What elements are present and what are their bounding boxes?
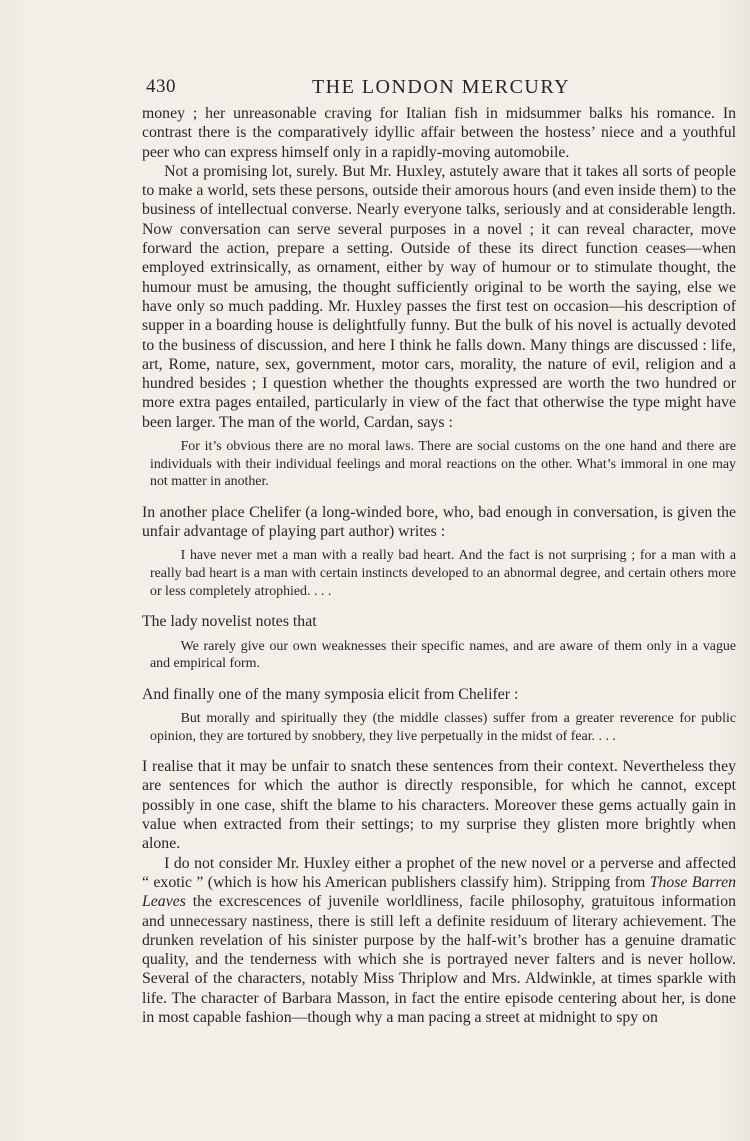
page-header — [146, 76, 736, 102]
book-title: Those Barren Leaves — [142, 873, 737, 911]
block-quote-1: For it’s obvious there are no moral laws. There are social customs on the one hand and there are individuals with their individual feelings and moral reactions on the other. What’s immoral in one may not matter in another. — [150, 439, 736, 490]
paragraph-7 — [142, 854, 736, 1028]
paragraph-5: And finally one of the many symposia elicit from Chelifer : — [142, 685, 519, 703]
running-title: THE LONDON MERCURY — [311, 76, 571, 98]
block-quote-3: We rarely give our own weaknesses their specific names, and are aware of them only in a vague and empirical form. — [150, 638, 736, 672]
block-quote-2: I have never met a man with a really bad heart. And the fact is not surprising ; for a man with a really bad heart is a man with certain instincts developed to an abnormal degree, and certain others more or less completely atrophied. . . . — [150, 548, 736, 599]
paragraph-1: money ; her unreasonable craving for Italian fish in midsummer balks his romance. In contrast there is the comparatively idyllic affair between the hostess’ niece and a youthful peer who can express himself only in a rapidly-moving automobile. — [142, 105, 736, 161]
paragraph-7-start: I do not consider Mr. Huxley either a prophet of the new novel or a perverse and affected “ exotic ” (which is how his American publishers classify him). Stripping from — [142, 854, 736, 891]
body-text — [142, 104, 736, 1027]
page-number: 430 — [146, 76, 176, 97]
paragraph-4: The lady novelist notes that — [142, 613, 317, 631]
paragraph-6: I realise that it may be unfair to snatch these sentences from their context. Nevertheless they are sentences for which the author is directly responsible, for which he cannot, except possibly in one case, shift the blame to his characters. Moreover these gems actually gain in value when extracted from their settings; to my surprise they glisten more brightly when alone. — [142, 758, 736, 853]
block-quote-4: But morally and spiritually they (the middle classes) suffer from a greater reverence for public opinion, they are tortured by snobbery, they live perpetually in the midst of fear. . . . — [150, 710, 736, 744]
paragraph-7-end: the excrescences of juvenile worldliness, facile philosophy, gratuitous information and unnecessary nastiness, there is still left a definite residuum of literary achievement. The drunken revelation of his sinister purpose by the half-wit’s brother has a genuine dramatic quality, and the tenderness with which she is portrayed never falters and is never hollow. Several of the characters, notably Miss Thriplow and Mrs. Aldwinkle, at times sparkle with life. The character of Barbara Masson, in fact the entire episode centering about her, is done in most capable fashion—though why a man pacing a street at midnight to spy on — [142, 893, 736, 1027]
paragraph-2: Not a promising lot, surely. But Mr. Huxley, astutely aware that it takes all sorts of people to make a world, sets these persons, outside their amorous hours (and even inside them) to the business of intellectual converse. Nearly everyone talks, seriously and at considerable length. Now conversation can serve several purposes in a novel ; it can reveal character, move forward the action, prepare a setting. Outside of these its direct function ceases—when employed extrinsically, as ornament, either by way of humour or to stimulate thought, the humour must be amusing, the thought sufficiently original to be worth the saying, else we have only so much padding. Mr. Huxley passes the first test on occasion—his description of supper in a boarding house is delightfully funny. But the bulk of his novel is actually devoted to the business of discussion, and here I think he falls down. Many things are discussed : life, art, Rome, nature, sex, government, motor cars, morality, the nature of evil, religion and a hundred besides ; I question whether the thoughts expressed are worth the two hundred or more extra pages entailed, particularly in view of the fact that otherwise the type might have been larger. The man of the world, Cardan, says : — [142, 162, 737, 431]
paragraph-3: In another place Chelifer (a long-winded bore, who, bad enough in conversation, is given the unfair advantage of playing part author) writes : — [142, 503, 736, 541]
